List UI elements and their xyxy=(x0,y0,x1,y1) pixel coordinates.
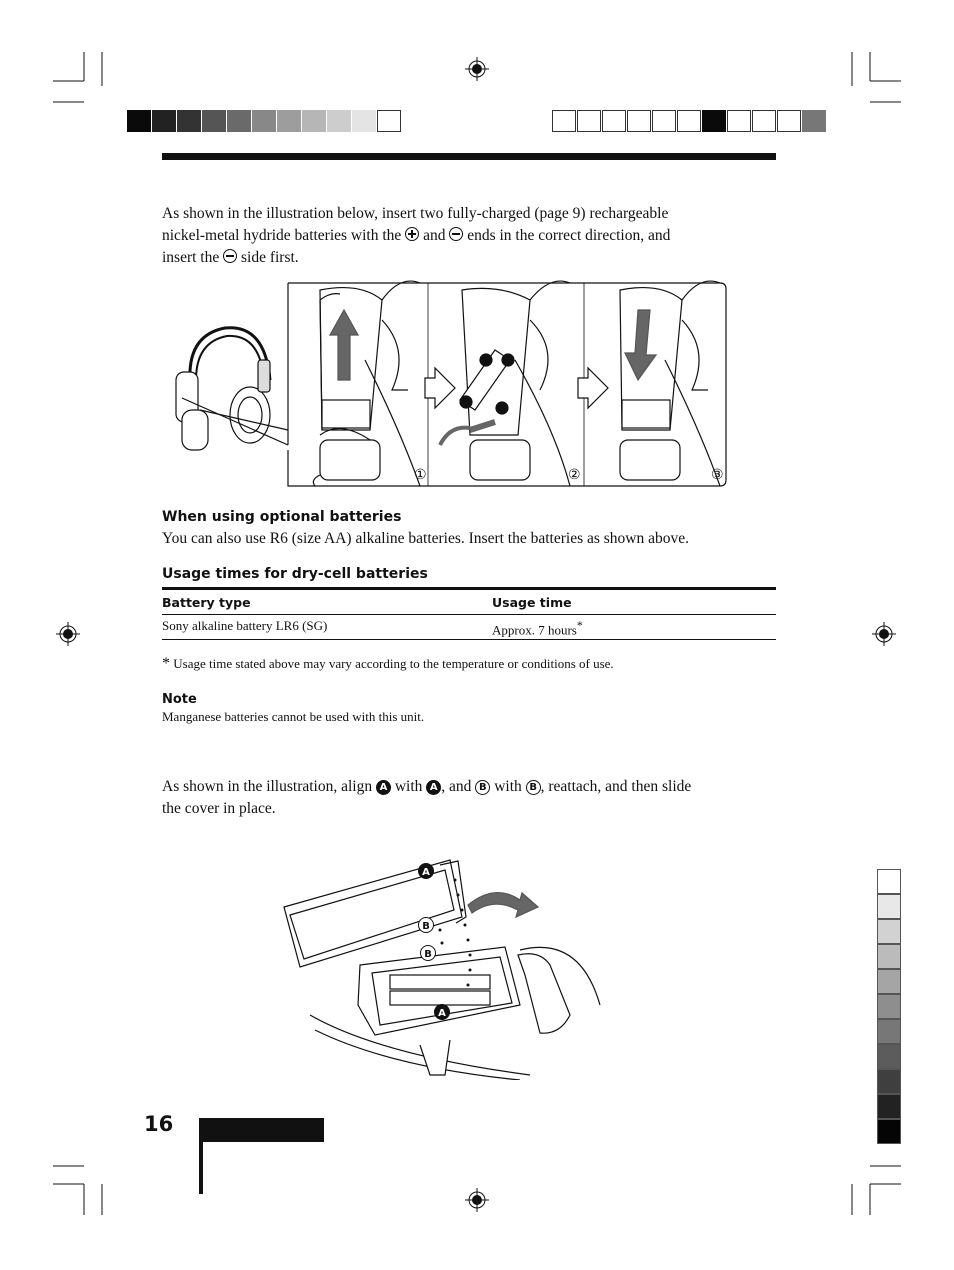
footnote-text: Usage time stated above may vary according to the temperature or conditions of use. xyxy=(173,656,614,671)
registration-mark-bottom xyxy=(465,1188,489,1212)
minus-terminal-icon xyxy=(449,227,463,241)
registration-mark-right xyxy=(872,622,896,646)
table-header-usage-time: Usage time xyxy=(492,595,572,610)
table-bottom-rule xyxy=(162,639,776,640)
marker-b-outline-icon: B xyxy=(526,780,541,795)
svg-text:B: B xyxy=(422,921,430,932)
step-1-label: ① xyxy=(414,468,427,483)
note-heading: Note xyxy=(162,692,197,707)
marker-b-outline-icon: B xyxy=(475,780,490,795)
step-3-label: ③ xyxy=(711,468,724,483)
table-header-battery-type: Battery type xyxy=(162,595,251,610)
minus-terminal-icon xyxy=(223,249,237,263)
step-2-drawing xyxy=(440,281,570,486)
table-top-rule xyxy=(162,587,776,590)
intro-line-3: insert the side first. xyxy=(162,249,299,266)
right-arrow-icon xyxy=(578,368,608,408)
page-number: 16 xyxy=(144,1112,174,1136)
attach-line-2: the cover in place. xyxy=(162,800,276,817)
slide-arrow-icon xyxy=(468,893,538,917)
right-arrow-icon xyxy=(425,368,455,408)
header-rule xyxy=(162,153,776,160)
registration-mark-top xyxy=(465,57,489,81)
headphones-icon xyxy=(176,328,270,450)
svg-text:A: A xyxy=(422,867,430,878)
step-1-drawing xyxy=(313,281,420,486)
table-header-rule xyxy=(162,614,776,615)
optional-batteries-text: You can also use R6 (size AA) alkaline batteries. Insert the batteries as shown above. xyxy=(162,530,690,547)
usage-times-heading: Usage times for dry-cell batteries xyxy=(162,566,428,582)
intro-line-2: nickel-metal hydride batteries with the and ends in the correct direction, and xyxy=(162,227,671,244)
footer-black-tab xyxy=(203,1118,324,1142)
intro-line-1: As shown in the illustration below, insert two fully-charged (page 9) rechargeable xyxy=(162,205,669,222)
intro-paragraph xyxy=(162,203,782,269)
optional-batteries-heading: When using optional batteries xyxy=(162,509,402,525)
marker-b-icon xyxy=(419,918,434,933)
plus-terminal-icon xyxy=(405,227,419,241)
table-row xyxy=(162,618,776,638)
footnote-mark: * xyxy=(576,618,583,632)
marker-a-icon xyxy=(434,1004,450,1020)
marker-b-icon xyxy=(421,946,436,961)
note-text: Manganese batteries cannot be used with this unit. xyxy=(162,709,425,724)
attach-paragraph xyxy=(162,776,782,820)
marker-a-icon xyxy=(418,863,434,879)
svg-text:A: A xyxy=(438,1008,446,1019)
cover-reattach-illustration xyxy=(280,855,610,1080)
svg-text:B: B xyxy=(424,949,432,960)
registration-mark-left xyxy=(56,622,80,646)
step-2-label: ② xyxy=(568,468,581,483)
attach-line-1: As shown in the illustration, align A with A , and B with B , reattach, and then slide xyxy=(162,778,692,795)
footnote-asterisk: * xyxy=(162,655,170,672)
marker-a-filled-icon: A xyxy=(426,780,441,795)
marker-a-filled-icon: A xyxy=(376,780,391,795)
table-cell-usage-time: Approx. 7 hours* xyxy=(492,618,583,638)
table-cell-battery-type: Sony alkaline battery LR6 (SG) xyxy=(162,618,328,633)
battery-insertion-illustration xyxy=(170,280,730,490)
footnote xyxy=(162,655,614,673)
step-3-drawing xyxy=(620,281,720,486)
